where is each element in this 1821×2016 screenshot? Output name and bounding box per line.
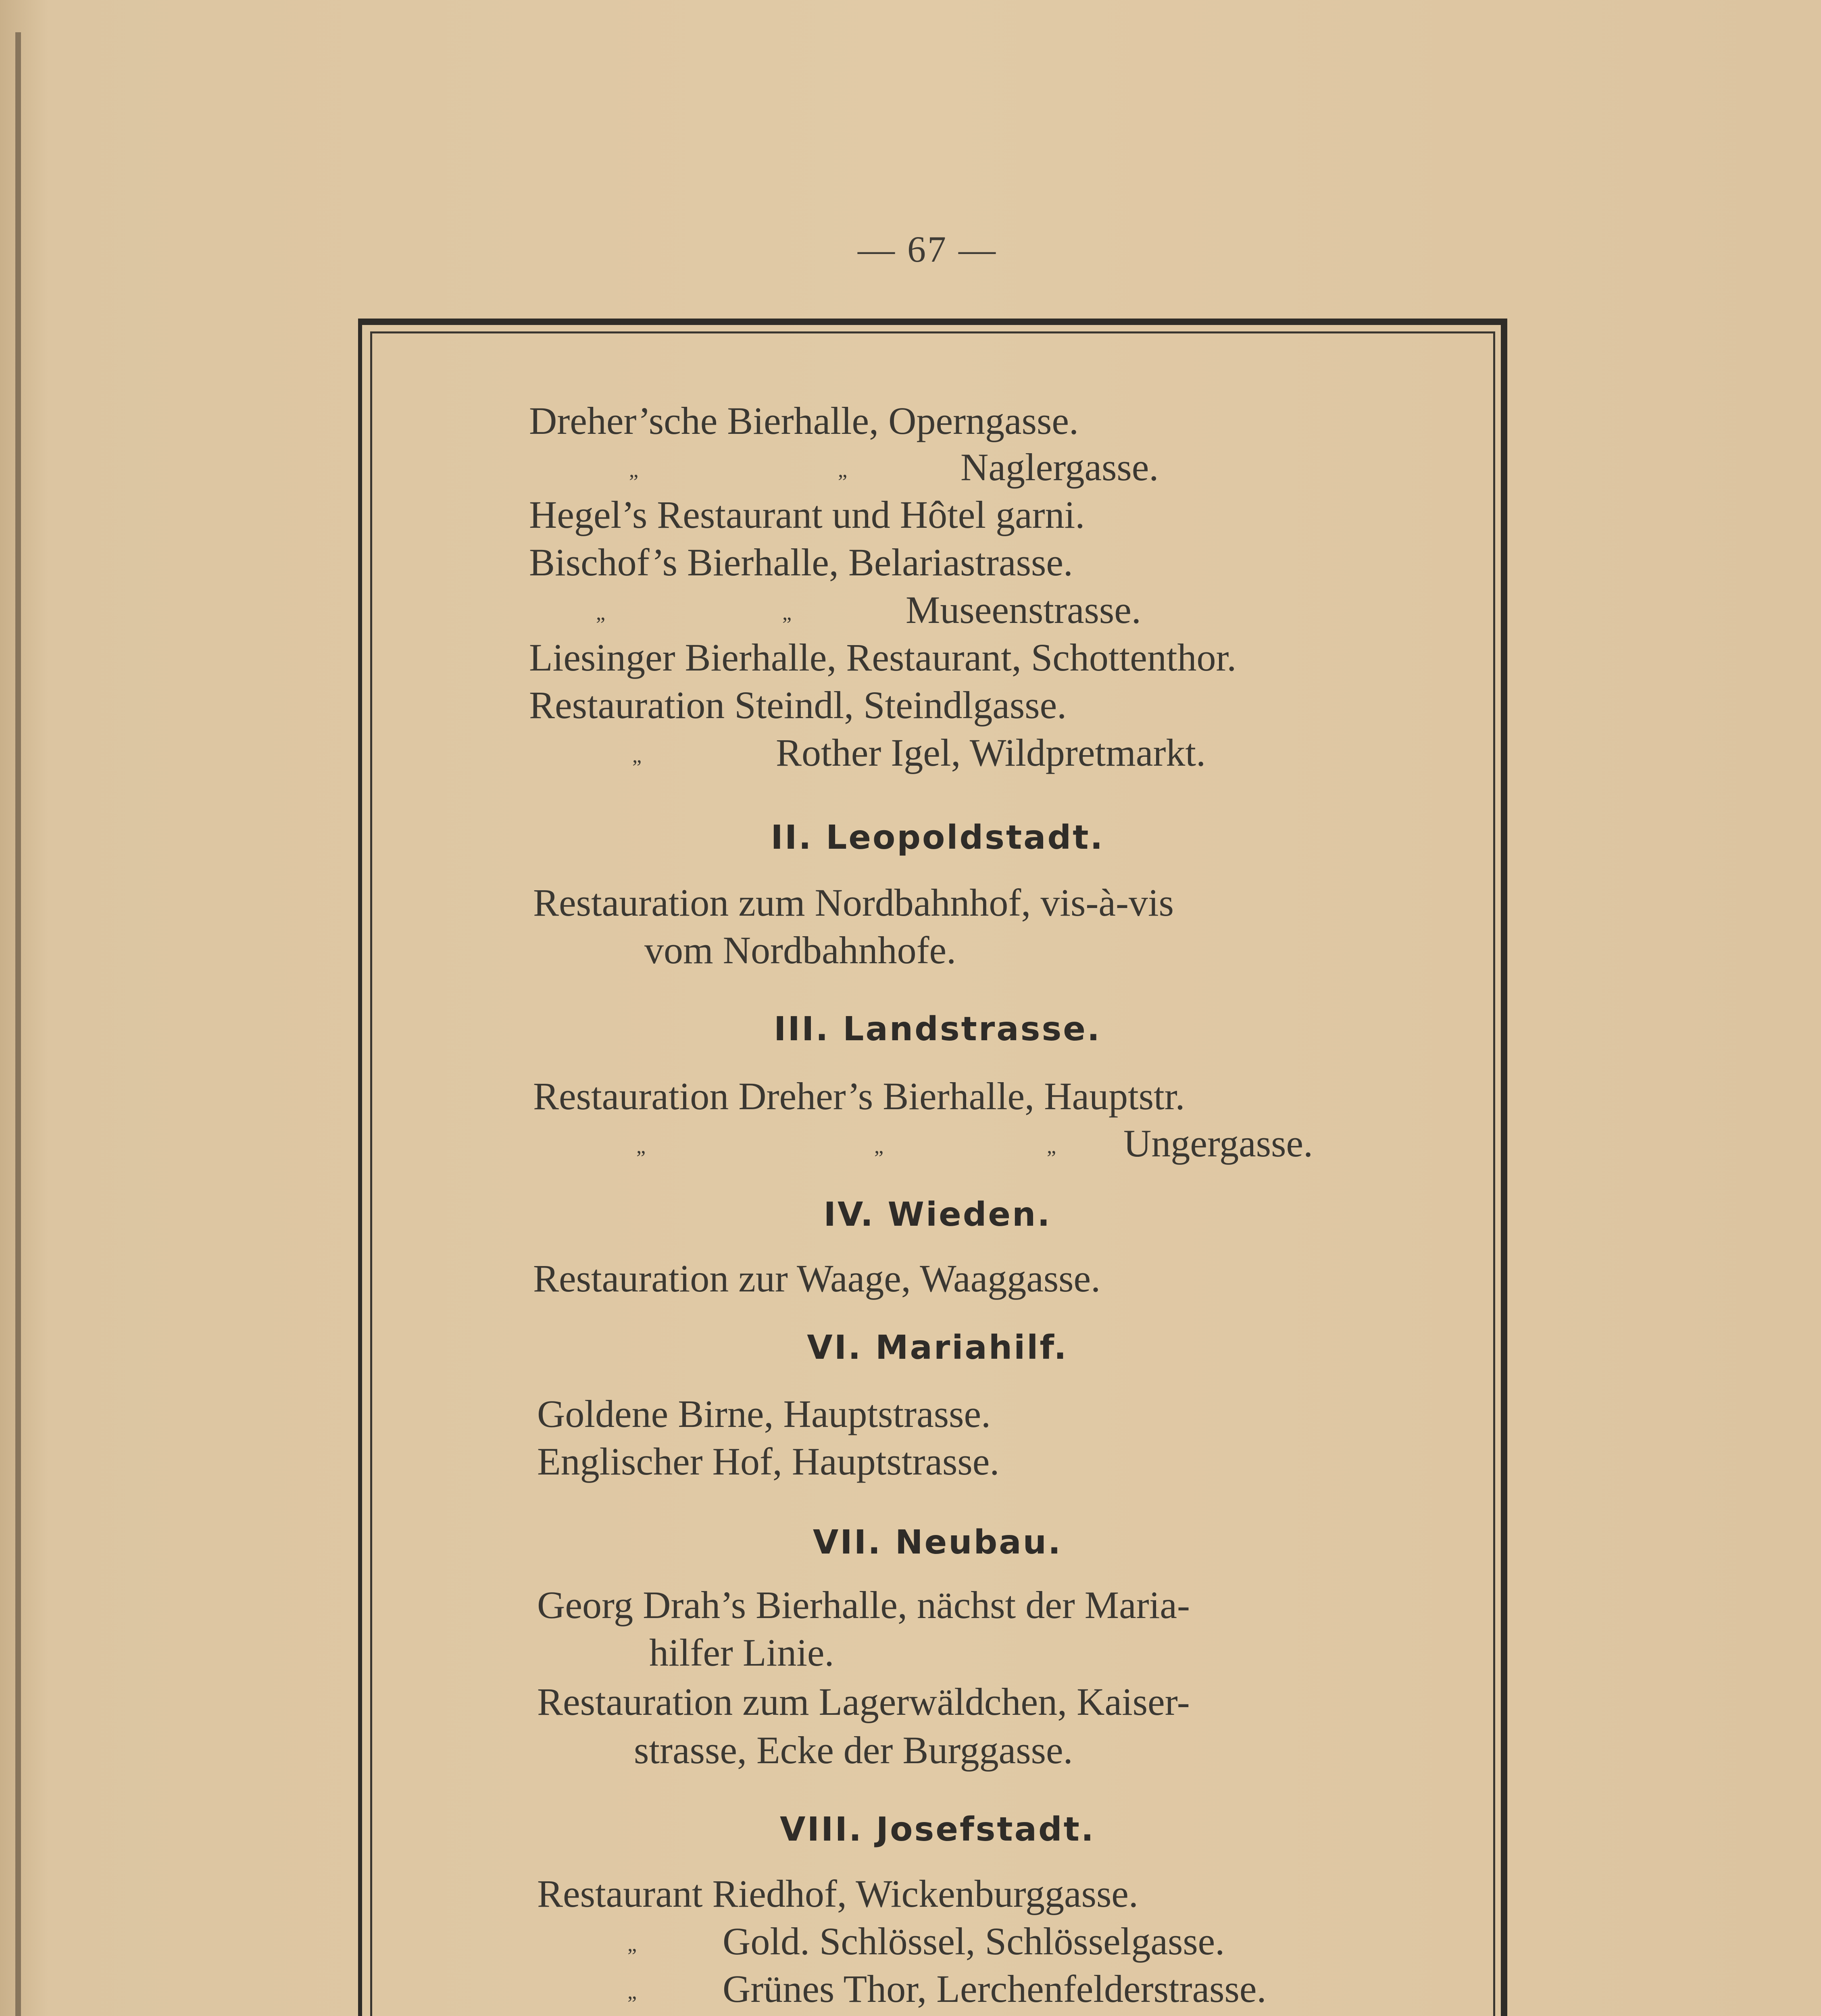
list-item: Liesinger Bierhalle, Restaurant, Schottenthor. bbox=[529, 636, 1237, 679]
list-item: Ungergasse. bbox=[1123, 1122, 1313, 1165]
list-item: hilfer Linie. bbox=[649, 1631, 834, 1674]
list-item: Restaurant Riedhof, Wickenburggasse. bbox=[537, 1872, 1138, 1915]
ditto-mark: „ bbox=[782, 602, 792, 625]
list-item: Rother Igel, Wildpretmarkt. bbox=[776, 731, 1206, 774]
list-item: Englischer Hof, Hauptstrasse. bbox=[537, 1440, 1000, 1483]
ditto-mark: „ bbox=[838, 459, 848, 482]
list-item: Restauration zum Lagerwäldchen, Kaiser- bbox=[537, 1680, 1190, 1723]
list-item: Bischof’s Bierhalle, Belariastrasse. bbox=[529, 541, 1073, 584]
ditto-mark: „ bbox=[636, 1135, 646, 1158]
section-heading: VIII. Josefstadt. bbox=[779, 1810, 1096, 1849]
list-item: vom Nordbahnhofe. bbox=[644, 929, 956, 972]
section-heading: VII. Neubau. bbox=[813, 1523, 1063, 1562]
list-item: Goldene Birne, Hauptstrasse. bbox=[537, 1392, 991, 1435]
section-heading: IV. Wieden. bbox=[823, 1195, 1052, 1234]
page-number: — 67 — bbox=[858, 229, 997, 270]
section-heading: III. Landstrasse. bbox=[773, 1010, 1102, 1048]
ditto-mark: „ bbox=[629, 459, 639, 482]
list-item: Restauration Steindl, Steindlgasse. bbox=[529, 683, 1067, 727]
ditto-mark: „ bbox=[1047, 1135, 1056, 1158]
list-item: Restauration Dreher’s Bierhalle, Hauptstr. bbox=[533, 1075, 1185, 1118]
ditto-mark: „ bbox=[632, 744, 642, 767]
list-item: Naglergasse. bbox=[961, 446, 1159, 489]
ditto-mark: „ bbox=[596, 602, 606, 625]
list-item: Hegel’s Restaurant und Hôtel garni. bbox=[529, 493, 1085, 536]
ditto-mark: „ bbox=[627, 1933, 637, 1956]
list-item: Restauration zum Nordbahnhof, vis-à-vis bbox=[533, 881, 1174, 924]
list-item: Museenstrasse. bbox=[906, 588, 1141, 631]
list-item: Georg Drah’s Bierhalle, nächst der Maria- bbox=[537, 1583, 1190, 1627]
section-heading: VI. Mariahilf. bbox=[807, 1329, 1068, 1367]
list-item: strasse, Ecke der Burggasse. bbox=[634, 1729, 1073, 1772]
list-item: Restauration zur Waage, Waaggasse. bbox=[533, 1257, 1101, 1300]
ditto-mark: „ bbox=[874, 1135, 884, 1158]
binding-edge bbox=[15, 32, 21, 2016]
list-item: Grünes Thor, Lerchenfelderstrasse. bbox=[723, 1967, 1267, 2010]
list-item: Dreher’sche Bierhalle, Operngasse. bbox=[529, 399, 1079, 442]
ditto-mark: „ bbox=[627, 1981, 637, 2004]
list-item: Gold. Schlössel, Schlösselgasse. bbox=[723, 1920, 1225, 1963]
section-heading: II. Leopoldstadt. bbox=[771, 818, 1104, 857]
